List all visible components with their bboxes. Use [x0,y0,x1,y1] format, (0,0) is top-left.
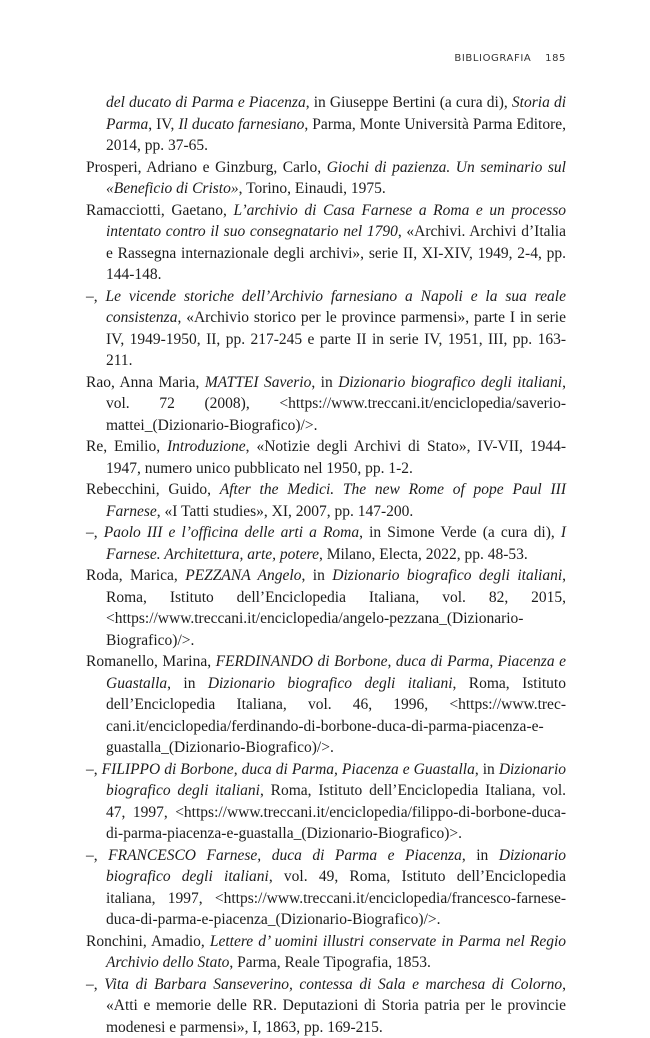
entry-text: , vol. 72 (2008), <https://www.treccani.it/enciclopedia/saverio-mattei_(Dizionario-Biografico)/>. [106,374,566,434]
entry-italic-text: Dizionario biografico degli italiani [106,761,566,800]
entry-italic-text: PEZZANA Angelo [185,567,301,584]
entry-italic-text: FILIPPO di Borbone, duca di Parma, Piacenza e Guastalla [102,761,475,778]
entry-text: Rebecchini, Guido, [86,481,220,498]
entry-text: –, [86,976,104,993]
entry-italic-text: Dizionario biografico degli italiani [106,847,566,886]
running-head [454,53,566,64]
bibliography-entry [86,200,566,286]
entry-text: , Roma, Istituto dell’Enciclopedia Italiana, vol. 46, 1996, <https://www.treccani.it/enciclopedia/ferdinando-di-borbone-duca-di-parma-piacenza-e-guastalla_(Dizionario-Biografico)/>. [106,675,566,757]
entry-italic-text: Dizionario biografico degli italiani [338,374,562,391]
entry-italic-text: Introduzione [167,438,246,455]
entry-italic-text: Giochi di pazienza. Un seminario sul «Beneficio di Cristo» [106,159,566,198]
entry-text: , IV, [148,116,178,133]
bibliography-entry [86,651,566,759]
entry-text: , in [301,567,332,584]
entry-text: –, [86,761,102,778]
bibliography-entry [86,436,566,479]
entry-italic-text: I Farnese. Architettura, arte, potere [106,524,566,563]
entry-italic-text: Dizionario biografico degli italiani [332,567,562,584]
entry-italic-text: FERDINANDO di Borbone, duca di Parma, Piacenza e Guastalla [106,653,566,692]
bibliography-entry [86,372,566,437]
entry-italic-text: Le vicende storiche dell’Archivio farnesiano a Napoli e la sua reale consistenza [105,288,566,327]
entry-text: Prosperi, Adriano e Ginzburg, Carlo, [86,159,327,176]
running-head-section: BIBLIOGRAFIA [454,53,531,64]
entry-text: –, [86,288,105,305]
entry-text: –, [86,847,108,864]
bibliography-entry [86,286,566,372]
entry-text: , Torino, Einaudi, 1975. [239,180,386,197]
page-number: 185 [545,53,566,64]
entry-text: , Roma, Istituto dell’Enciclopedia Italiana, vol. 82, 2015, <https://www.treccani.it/enciclopedia/angelo-pezzana_(Dizionario-Biografico)/>. [106,567,566,649]
entry-text: , «Notizie degli Archivi di Stato», IV-VII, 1944-1947, numero unico pubblicato nel 1950, pp. 1-2. [106,438,566,477]
entry-text: Re, Emilio, [86,438,167,455]
entry-italic-text: Paolo III e l’officina delle arti a Roma [104,524,359,541]
bibliography-entry [86,931,566,974]
entry-text: , Roma, Istituto dell’Enciclopedia Italiana, vol. 47, 1997, <https://www.treccani.it/enciclopedia/filippo-di-borbone-duca-di-parma-piacenza-e-guastalla_(Dizionario-Biografico)>. [106,782,566,842]
entry-text: , in [311,374,338,391]
entry-text: , Milano, Electa, 2022, pp. 48-53. [319,546,528,563]
entry-text: , in [167,675,208,692]
bibliography-entry [86,565,566,651]
entry-text: Ramacciotti, Gaetano, [86,202,233,219]
bibliography-entry [86,759,566,845]
bibliography-entry [86,157,566,200]
bibliography-entry [86,479,566,522]
entry-italic-text: FRANCESCO Farnese, duca di Parma e Piacenza [108,847,462,864]
bibliography-list [86,92,566,1038]
entry-text: , in [462,847,499,864]
entry-text: , «I Tatti studies», XI, 2007, pp. 147-200. [157,503,414,520]
entry-text: , in [475,761,499,778]
entry-text: , «Atti e memorie delle RR. Deputazioni di Storia patria per le provincie modenesi e parmensi», I, 1863, pp. 169-215. [106,976,566,1036]
bibliography-entry [86,522,566,565]
entry-italic-text: Vita di Barbara Sanseverino, contessa di Sala e marchesa di Colorno [104,976,562,993]
entry-italic-text: Il ducato farnesiano [178,116,304,133]
entry-text: , in Simone Verde (a cura di), [359,524,561,541]
entry-text: , «Archivio storico per le province parmensi», parte I in serie IV, 1949-1950, II, pp. 217-245 e parte II in serie IV, 1951, III, pp. 163-211. [106,309,566,369]
entry-text: , Parma, Reale Tipografia, 1853. [229,954,430,971]
entry-italic-text: Dizionario biografico degli italiani [208,675,453,692]
entry-italic-text: MATTEI Saverio [205,374,311,391]
entry-text: –, [86,524,104,541]
entry-italic-text: Storia di Parma [106,94,566,133]
bibliography-entry [86,974,566,1038]
entry-text: , «Archivi. Archivi d’Italia e Rassegna internazionale degli archivi», serie II, XI-XIV, 1949, 2-4, pp. 144-148. [106,223,566,283]
entry-text: Rao, Anna Maria, [86,374,205,391]
bibliography-entry [86,845,566,931]
entry-text: Roda, Marica, [86,567,185,584]
entry-italic-text: After the Medici. The new Rome of pope Paul III Farnese [106,481,566,520]
entry-text: , in Giuseppe Bertini (a cura di), [306,94,512,111]
entry-text: Ronchini, Amadio, [86,933,210,950]
entry-text: Romanello, Marina, [86,653,216,670]
entry-text: , Parma, Monte Università Parma Editore, 2014, pp. 37-65. [106,116,566,155]
entry-italic-text: Lettere d’ uomini illustri conservate in Parma nel Regio Archivio dello Stato [106,933,566,972]
entry-text: , vol. 49, Roma, Istituto dell’Enciclopedia italiana, 1997, <https://www.treccani.it/enciclopedia/francesco-farnese-duca-di-parma-e-piacenza_(Dizionario-Biografico)/>. [106,868,566,928]
bibliography-entry [86,92,566,157]
entry-italic-text: del ducato di Parma e Piacenza [106,94,306,111]
entry-italic-text: L’archivio di Casa Farnese a Roma e un processo intentato contro il suo consegnatario nel 1790 [106,202,566,241]
